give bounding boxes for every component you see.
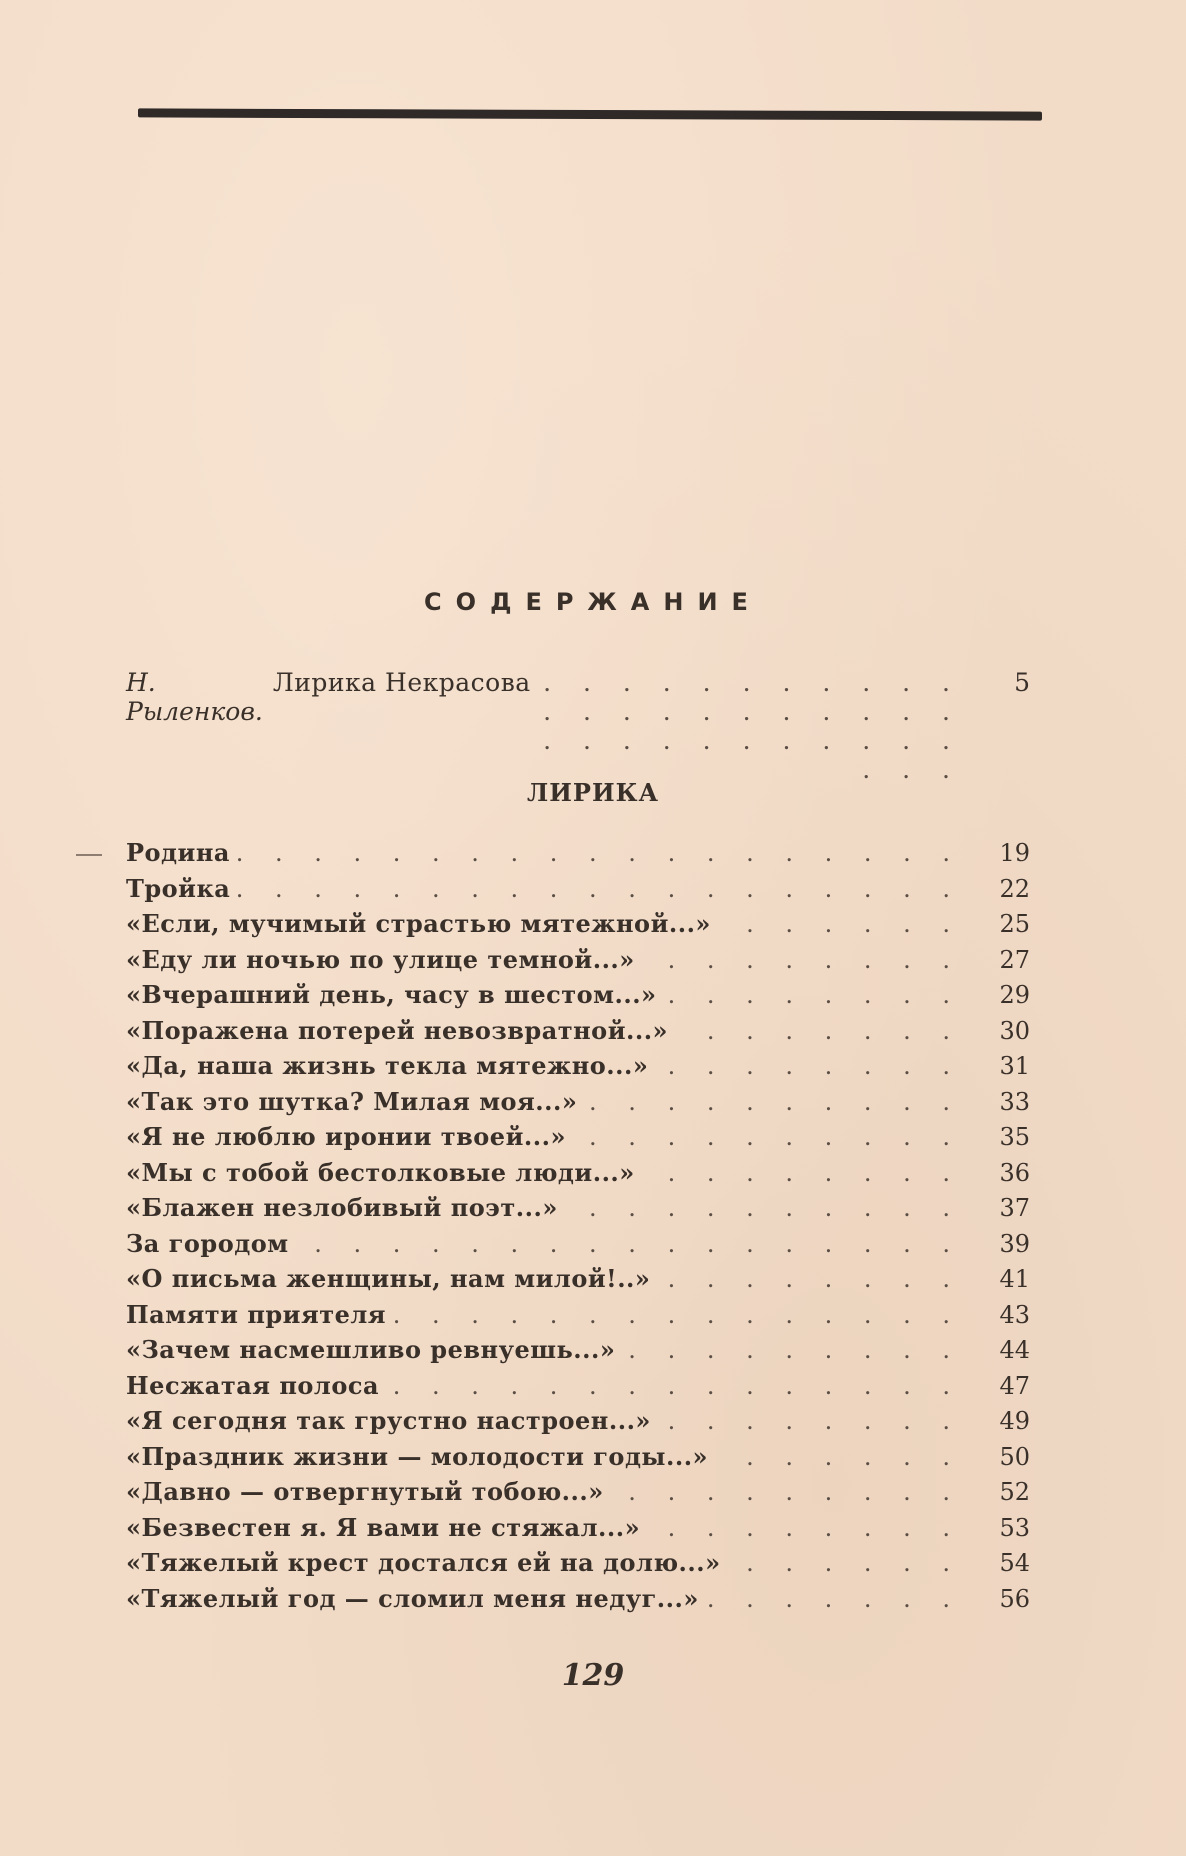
toc-entry-title: «Я не люблю иронии твоей...» <box>126 1122 566 1151</box>
toc-entry <box>126 909 1030 945</box>
toc-entry-title: «Блажен незлобивый поэт...» <box>126 1193 558 1222</box>
dot-leader <box>238 875 962 903</box>
section-title: ЛИРИКА <box>527 778 659 807</box>
dot-leader <box>539 668 962 784</box>
toc-entry <box>126 1335 1030 1371</box>
toc-entry-page: 49 <box>999 1407 1030 1435</box>
dot-leader <box>719 910 962 938</box>
intro-entry <box>126 668 1030 726</box>
toc-entry-title: «Если, мучимый страстью мятежной...» <box>126 909 711 938</box>
toc-entry <box>126 874 1030 910</box>
dot-leader <box>297 1230 962 1258</box>
toc-entry <box>126 980 1030 1016</box>
dot-leader <box>659 1407 962 1435</box>
toc-entry <box>126 1122 1030 1158</box>
dot-leader <box>676 1017 962 1045</box>
toc-entry <box>126 1371 1030 1407</box>
toc-entry <box>126 945 1030 981</box>
toc-entry <box>126 1442 1030 1478</box>
toc-entry <box>126 1158 1030 1194</box>
toc-entry <box>126 1193 1030 1229</box>
dot-leader <box>623 1336 962 1364</box>
toc-entry <box>126 1016 1030 1052</box>
toc-entry-page: 54 <box>999 1549 1030 1577</box>
toc-entry-page: 27 <box>999 945 1030 974</box>
toc-entry <box>126 1513 1030 1549</box>
toc-entry-title: «О письма женщины, нам милой!..» <box>126 1264 651 1293</box>
toc-entry-title: «Тяжелый год — сломил меня недуг...» <box>126 1583 699 1613</box>
toc-entry-page: 30 <box>999 1016 1030 1045</box>
toc-entry <box>126 1406 1030 1442</box>
table-of-contents <box>126 838 1030 1619</box>
dot-leader <box>656 1052 962 1080</box>
dot-leader <box>612 1478 962 1506</box>
toc-entry-title: «Давно — отвергнутый тобою...» <box>126 1477 604 1506</box>
toc-entry <box>126 1264 1030 1300</box>
dot-leader <box>707 1585 962 1613</box>
toc-entry-title: Памяти приятеля <box>126 1299 386 1329</box>
dot-leader <box>643 946 962 974</box>
toc-entry-page: 36 <box>999 1158 1030 1187</box>
intro-title: Лирика Некрасова <box>272 668 531 697</box>
toc-entry-title: «Мы с тобой бестолковые люди...» <box>126 1157 635 1187</box>
toc-entry-title: «Я сегодня так грустно настроен...» <box>126 1406 651 1435</box>
toc-entry-title: «Зачем насмешливо ревнуешь...» <box>126 1335 616 1364</box>
toc-entry-title: «Безвестен я. Я вами не стяжал...» <box>126 1512 641 1542</box>
toc-entry-page: 56 <box>999 1584 1030 1613</box>
toc-entry-title: Несжатая полоса <box>126 1370 380 1400</box>
toc-entry-title: «Да, наша жизнь текла мятежно...» <box>126 1051 649 1080</box>
dot-leader <box>648 1514 962 1542</box>
dot-leader <box>665 981 962 1009</box>
toc-entry <box>126 1584 1030 1620</box>
margin-mark <box>76 854 102 856</box>
dot-leader <box>729 1549 962 1577</box>
toc-entry-page: 35 <box>999 1123 1030 1151</box>
toc-entry-page: 39 <box>999 1229 1030 1258</box>
toc-entry <box>126 1051 1030 1087</box>
dot-leader <box>387 1372 962 1400</box>
toc-entry-page: 44 <box>999 1336 1030 1364</box>
dot-leader <box>574 1123 962 1151</box>
toc-entry-title: «Так это шутка? Милая моя...» <box>126 1086 578 1116</box>
toc-entry-title: «Поражена потерей невозвратной...» <box>126 1015 669 1045</box>
toc-entry-page: 37 <box>999 1194 1030 1222</box>
toc-entry <box>126 1477 1030 1513</box>
toc-entry-page: 47 <box>999 1371 1030 1400</box>
intro-author: Н. Рыленков. <box>126 668 263 726</box>
page-heading: СОДЕРЖАНИЕ <box>424 588 762 616</box>
toc-entry-page: 19 <box>999 839 1030 867</box>
dot-leader <box>585 1088 962 1116</box>
toc-entry-title: «Тяжелый крест достался ей на долю...» <box>126 1548 721 1577</box>
toc-entry-title: Родина <box>126 838 230 867</box>
toc-entry-page: 22 <box>999 874 1030 903</box>
toc-entry-page: 43 <box>999 1300 1030 1329</box>
toc-entry-page: 25 <box>999 910 1030 938</box>
dot-leader <box>394 1301 962 1329</box>
toc-entry <box>126 1548 1030 1584</box>
page-number: 129 <box>561 1658 625 1693</box>
toc-entry-page: 52 <box>999 1478 1030 1506</box>
toc-entry-page: 29 <box>999 981 1030 1009</box>
dot-leader <box>238 839 962 867</box>
toc-entry-page: 31 <box>999 1052 1030 1080</box>
toc-entry <box>126 1229 1030 1265</box>
dot-leader <box>658 1265 962 1293</box>
dot-leader <box>566 1194 962 1222</box>
toc-entry-title: «Еду ли ночью по улице темной...» <box>126 944 635 974</box>
toc-entry-title: «Праздник жизни — молодости годы...» <box>126 1441 709 1471</box>
toc-entry-title: «Вчерашний день, часу в шестом...» <box>126 980 657 1009</box>
toc-entry <box>126 838 1030 874</box>
toc-entry-page: 53 <box>999 1513 1030 1542</box>
dot-leader <box>716 1443 962 1471</box>
intro-page-number: 5 <box>1014 668 1030 697</box>
dot-leader <box>643 1159 962 1187</box>
top-rule <box>138 108 1042 120</box>
toc-entry-page: 33 <box>999 1087 1030 1116</box>
toc-entry-title: Тройка <box>126 873 231 903</box>
toc-entry-page: 50 <box>999 1442 1030 1471</box>
toc-entry <box>126 1300 1030 1336</box>
toc-entry-page: 41 <box>999 1265 1030 1293</box>
toc-entry-title: За городом <box>126 1228 289 1258</box>
toc-entry <box>126 1087 1030 1123</box>
